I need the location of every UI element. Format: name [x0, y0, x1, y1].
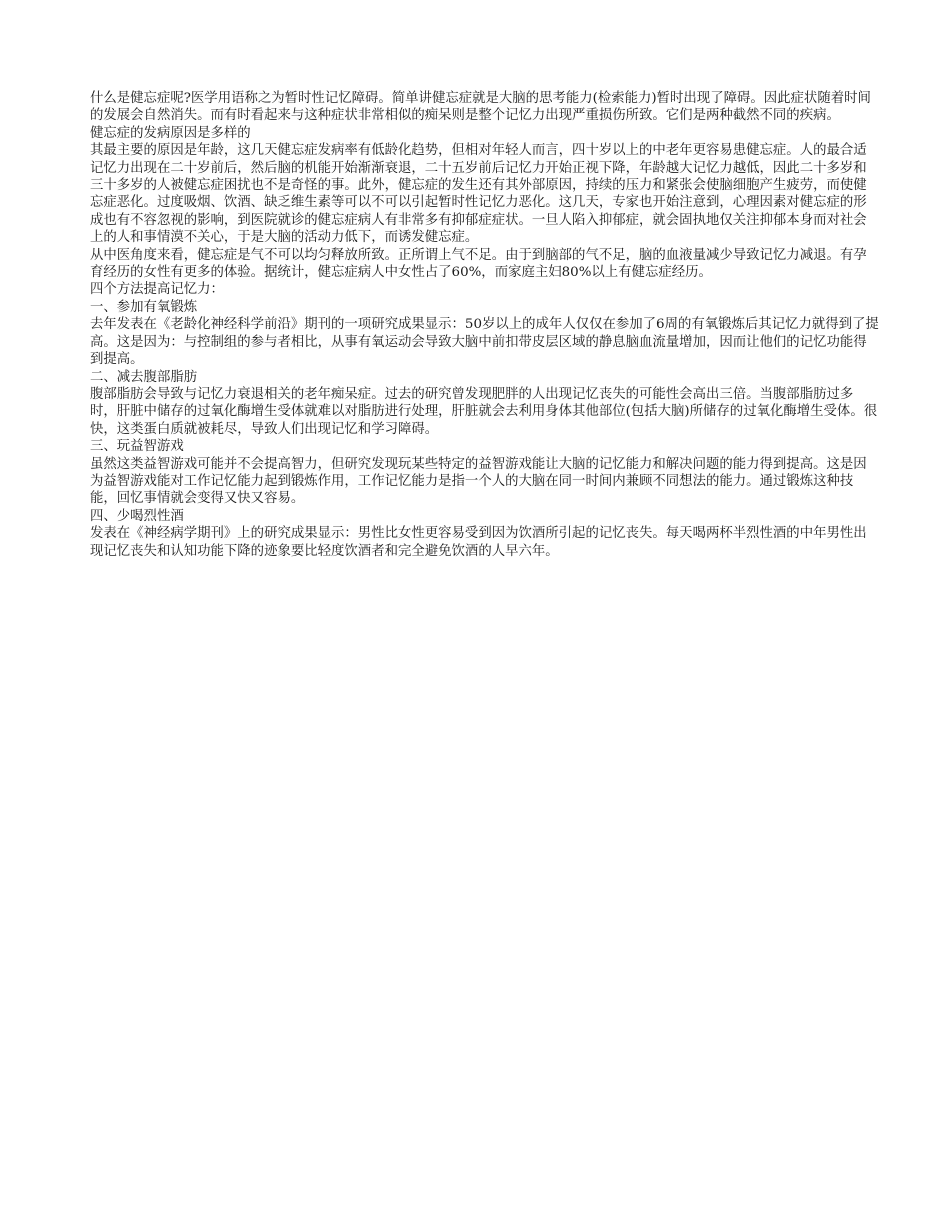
methods-heading: 四个方法提高记忆力： [90, 282, 224, 298]
section-heading-causes: 健忘症的发病原因是多样的 [90, 125, 251, 141]
intro-paragraph: 什么是健忘症呢?医学用语称之为暂时性记忆障碍。简单讲健忘症就是大脑的思考能力(检索能力)暂时出现了障碍。因此症状随着时间的发展会自然消失。而有时看起来与这种症状非常相似的痴呆则是整个记忆力出现严重损伤所致。它们是两种截然不同的疾病。 [90, 91, 871, 124]
method-2-paragraph: 腹部脂肪会导致与记忆力衰退相关的老年痴呆症。过去的研究曾发现肥胖的人出现记忆丧失的可能性会高出三倍。当腹部脂肪过多时，肝脏中储存的过氧化酶增生受体就难以对脂肪进行处理，肝脏就会去利用身体其他部位(包括大脑)所储存的过氧化酶增生受体。很快，这类蛋白质就被耗尽，导致人们出现记忆和学习障碍。 [90, 386, 878, 437]
method-3-heading: 三、玩益智游戏 [90, 439, 184, 455]
causes-paragraph: 其最主要的原因是年龄，这几天健忘症发病率有低龄化趋势，但相对年轻人而言，四十岁以上的中老年更容易患健忘症。人的最合适记忆力出现在二十岁前后，然后脑的机能开始渐渐衰退，二十五岁前后记忆力开始正视下降，年龄越大记忆力越低，因此二十多岁和三十多岁的人被健忘症困扰也不是奇怪的事。此外，健忘症的发生还有其外部原因，持续的压力和紧张会使脑细胞产生疲劳，而使健忘症恶化。过度吸烟、饮酒、缺乏维生素等可以不可以引起暂时性记忆力恶化。这几天，专家也开始注意到，心理因素对健忘症的形成也有不容忽视的影响，到医院就诊的健忘症病人有非常多有抑郁症症状。一旦人陷入抑郁症，就会固执地仅关注抑郁本身而对社会上的人和事情漠不关心，于是大脑的活动力低下，而诱发健忘症。 [90, 143, 867, 246]
method-4-heading: 四、少喝烈性酒 [90, 508, 184, 524]
method-4-paragraph: 发表在《神经病学期刊》上的研究成果显示：男性比女性更容易受到因为饮酒所引起的记忆丧失。每天喝两杯半烈性酒的中年男性出现记忆丧失和认知功能下降的迹象要比轻度饮酒者和完全避免饮酒的人早六年。 [90, 526, 867, 559]
method-3-paragraph: 虽然这类益智游戏可能并不会提高智力，但研究发现玩某些特定的益智游戏能让大脑的记忆能力和解决问题的能力得到提高。这是因为益智游戏能对工作记忆能力起到锻炼作用，工作记忆能力是指一个人的大脑在同一时间内兼顾不同想法的能力。通过锻炼这种技能，回忆事情就会变得又快又容易。 [90, 456, 867, 507]
method-2-heading: 二、减去腹部脂肪 [90, 369, 198, 385]
method-1-paragraph: 去年发表在《老龄化神经科学前沿》期刊的一项研究成果显示：50岁以上的成年人仅仅在参加了6周的有氧锻炼后其记忆力就得到了提高。这是因为：与控制组的参与者相比，从事有氧运动会导致大脑中前扣带皮层区域的静息脑血流量增加，因而让他们的记忆功能得到提高。 [90, 317, 879, 368]
document-page [90, 90, 880, 560]
method-1-heading: 一、参加有氧锻炼 [90, 299, 198, 315]
tcm-paragraph: 从中医角度来看，健忘症是气不可以均匀释放所致。正所谓上气不足。由于到脑部的气不足，脑的血液量减少导致记忆力减退。有孕育经历的女性有更多的体验。据统计，健忘症病人中女性占了60%，而家庭主妇80%以上有健忘症经历。 [90, 247, 867, 281]
